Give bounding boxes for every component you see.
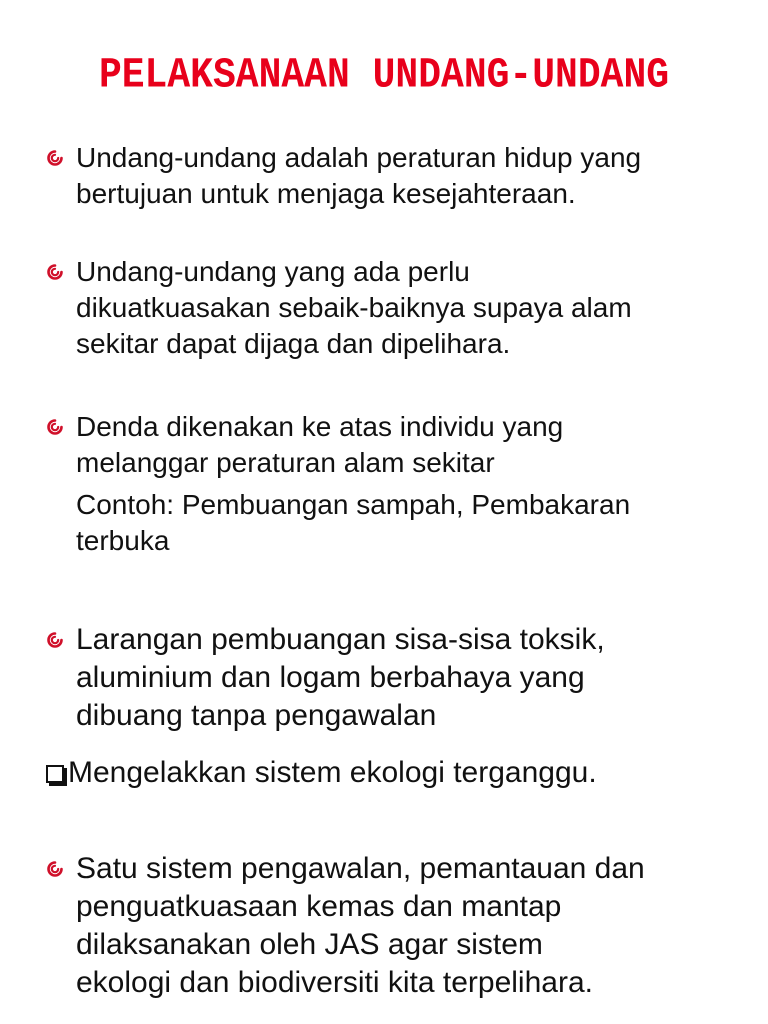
red-swirl-bullet-icon [46,149,64,167]
bullet-point-3 [76,409,748,559]
bullet-text-line: Satu sistem pengawalan, pemantauan dan [76,852,645,885]
sub-point [46,754,746,792]
bullet-text-line: melanggar peraturan alam sekitar [76,447,495,478]
bullet-text-line: ekologi dan biodiversiti kita terpelihara. [76,966,593,999]
bullet-point-5 [76,850,748,1002]
bullet-text-line: Denda dikenakan ke atas individu yang [76,411,564,442]
example-text-line: terbuka [76,525,170,556]
bullet-point-2 [76,254,748,362]
bullet-text-line: dikuatkuasakan sebaik-baiknya supaya alam [76,292,632,323]
bullet-point-4 [76,621,748,735]
bullet-text-line: Larangan pembuangan sisa-sisa toksik, [76,623,605,656]
bullet-text-line: Undang-undang yang ada perlu [76,256,470,287]
bullet-text-line: dibuang tanpa pengawalan [76,699,437,732]
red-swirl-bullet-icon [46,860,64,878]
bullet-text-line: aluminium dan logam berbahaya yang [76,661,585,694]
bullet-text-line: dilaksanakan oleh JAS agar sistem [76,928,543,961]
example-text [76,487,748,559]
page-title: PELAKSANAAN UNDANG-UNDANG [98,52,670,101]
bullet-text-line: Undang-undang adalah peraturan hidup yang [76,142,642,173]
red-swirl-bullet-icon [46,631,64,649]
bullet-text-line: penguatkuasaan kemas dan mantap [76,890,562,923]
bullet-point-1 [76,140,748,212]
bullet-text-line: bertujuan untuk menjaga kesejahteraan. [76,178,576,209]
bullet-text-line: sekitar dapat dijaga dan dipelihara. [76,328,511,359]
example-text-line: Contoh: Pembuangan sampah, Pembakaran [76,489,631,520]
red-swirl-bullet-icon [46,418,64,436]
checkbox-icon [46,765,64,783]
sub-point-text: Mengelakkan sistem ekologi terganggu. [68,756,597,789]
red-swirl-bullet-icon [46,263,64,281]
